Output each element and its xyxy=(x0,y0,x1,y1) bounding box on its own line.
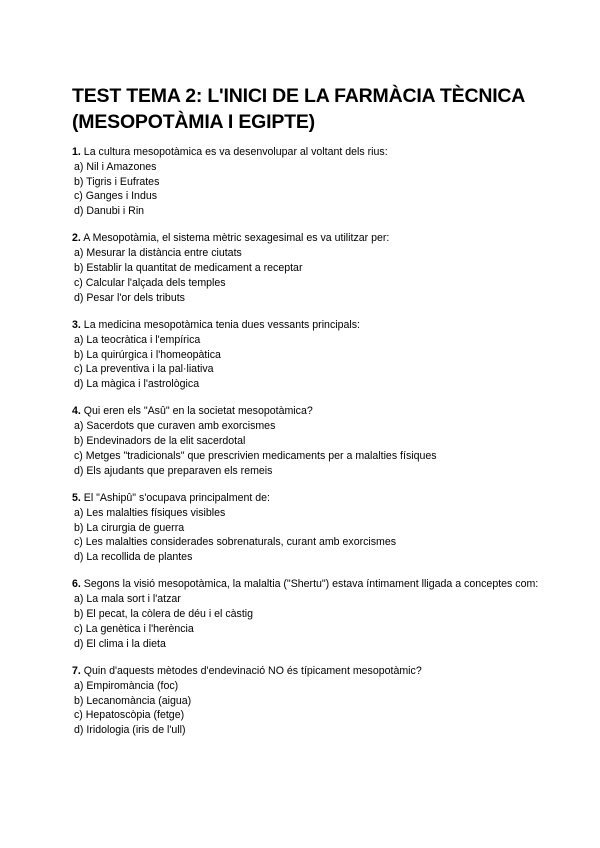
answer-option-d: d) Els ajudants que preparaven els remeis xyxy=(74,464,273,477)
question-number: 3. xyxy=(72,318,81,331)
question-prompt: El "Ashipû" s'ocupava principalment de: xyxy=(83,491,271,504)
document-title: TEST TEMA 2: L'INICI DE LA FARMÀCIA TÈCNICA (MESOPOTÀMIA I EGIPTE) xyxy=(72,85,525,133)
answer-option-a: a) La mala sort i l'atzar xyxy=(74,593,181,606)
answer-options xyxy=(72,246,542,305)
answer-option-d: d) La recollida de plantes xyxy=(74,551,193,564)
answer-option-a: a) Nil i Amazones xyxy=(74,160,157,173)
question-prompt: Qui eren els "Asû" en la societat mesopotàmica? xyxy=(83,405,313,418)
question-prompt: A Mesopotàmia, el sistema mètric sexagesimal es va utilitzar per: xyxy=(83,232,390,245)
answer-option-a: a) Empiromància (foc) xyxy=(74,679,179,692)
answer-option-c: c) Hepatoscòpia (fetge) xyxy=(74,709,185,722)
answer-option-d: d) Danubi i Rin xyxy=(74,205,145,218)
question-6 xyxy=(72,577,542,651)
document-page xyxy=(72,83,542,750)
answer-option-b: b) La quirúrgica i l'homeopàtica xyxy=(74,348,221,361)
question-number: 7. xyxy=(72,664,81,677)
answer-option-a: a) Mesurar la distància entre ciutats xyxy=(74,247,242,260)
question-text xyxy=(72,145,542,160)
question-2 xyxy=(72,231,542,305)
answer-option-a: a) La teocràtica i l'empírica xyxy=(74,333,201,346)
question-prompt: La cultura mesopotàmica es va desenvolupar al voltant dels rius: xyxy=(83,146,388,158)
question-3 xyxy=(72,318,542,392)
answer-option-c: c) Calcular l'alçada dels temples xyxy=(74,276,226,289)
question-text xyxy=(72,491,542,506)
answer-option-b: b) Lecanomància (aigua) xyxy=(74,694,192,707)
question-text xyxy=(72,231,542,246)
question-prompt: La medicina mesopotàmica tenia dues vessants principals: xyxy=(83,318,360,331)
question-number: 5. xyxy=(72,491,81,504)
answer-option-d: d) La màgica i l'astrològica xyxy=(74,378,200,391)
answer-options xyxy=(72,592,542,651)
question-text xyxy=(72,664,542,679)
answer-option-b: b) Establir la quantitat de medicament a receptar xyxy=(74,262,303,275)
question-text xyxy=(72,318,542,333)
question-prompt: Quin d'aquests mètodes d'endevinació NO és típicament mesopotàmic? xyxy=(83,664,422,677)
answer-options xyxy=(72,160,542,219)
question-text xyxy=(72,404,542,419)
answer-option-c: c) Ganges i Indus xyxy=(74,190,158,203)
answer-option-b: b) El pecat, la còlera de déu i el càstig xyxy=(74,608,254,621)
answer-option-d: d) El clima i la dieta xyxy=(74,637,166,650)
answer-options xyxy=(72,679,542,738)
question-number: 6. xyxy=(72,578,81,591)
answer-option-b: b) La cirurgia de guerra xyxy=(74,521,185,534)
answer-option-d: d) Pesar l'or dels tributs xyxy=(74,291,185,304)
question-7 xyxy=(72,664,542,738)
question-4 xyxy=(72,404,542,478)
question-number: 2. xyxy=(72,232,81,245)
answer-option-b: b) Endevinadors de la elit sacerdotal xyxy=(74,435,246,448)
answer-options xyxy=(72,506,542,565)
answer-option-c: c) Metges "tradicionals" que prescrivien medicaments per a malalties físiques xyxy=(74,449,437,462)
answer-option-c: c) La genètica i l'herència xyxy=(74,622,194,635)
answer-option-c: c) La preventiva i la pal·liativa xyxy=(74,363,214,376)
question-1 xyxy=(72,145,542,219)
answer-option-b: b) Tigris i Eufrates xyxy=(74,175,160,188)
question-number: 4. xyxy=(72,405,81,418)
answer-option-c: c) Les malalties considerades sobrenaturals, curant amb exorcismes xyxy=(74,536,397,549)
question-5 xyxy=(72,491,542,565)
answer-option-d: d) Iridologia (iris de l'ull) xyxy=(74,724,186,737)
question-text xyxy=(72,577,542,592)
answer-options xyxy=(72,419,542,478)
question-prompt: Segons la visió mesopotàmica, la malaltia ("Shertu") estava íntimament lligada a conceptes com: xyxy=(83,578,539,591)
answer-option-a: a) Sacerdots que curaven amb exorcismes xyxy=(74,420,276,433)
question-number: 1. xyxy=(72,146,81,158)
answer-options xyxy=(72,333,542,392)
answer-option-a: a) Les malalties físiques visibles xyxy=(74,506,226,519)
